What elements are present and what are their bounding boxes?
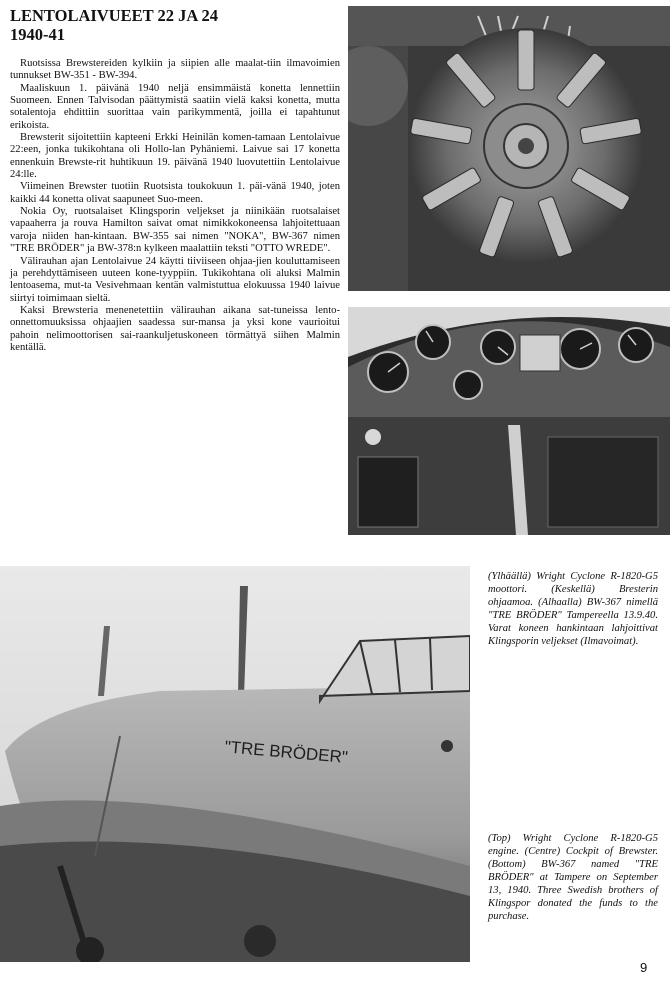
caption-english: (Top) Wright Cyclone R-1820-G5 engine. (Centre) Cockpit of Brewster. (Bottom) BW-367 named "TRE BRÖDER" at Tampere on September 13, 1940. Three Swedish brothers of Klingspor donated the funds to the purchase.: [488, 833, 658, 922]
paragraph: Viimeinen Brewster tuotiin Ruotsista toukokuun 1. päi-vänä 1940, joten kaikki 44 konetta olivat saapuneet Suo-meen.: [10, 181, 340, 205]
paragraph: Kaksi Brewsteria menenetettiin välirauhan aikana sat-tuneissa lento- onnettomuuksissa ohjaajien saadessa sur-mansa ja yksi kone vaurioitui pahoin nelimoottorisen sai-raankuljetuskoneen törmättyä siihen Malmin kentällä.: [10, 304, 340, 353]
paragraph: Brewsterit sijoitettiin kapteeni Erkki Heinilän komen-tamaan Lentolaivue 22:een, jonka tukikohtana oli Hollo-lan Pyhäniemi. Laivue sai 17 konetta ennenkuin Brewste-rit huhtikuun 19. päivänä 1940 luovutettiin Lentolaivue 24:lle.: [10, 132, 340, 181]
paragraph: Ruotsissa Brewstereiden kylkiin ja siipien alle maalat-tiin ilmavoimien tunnukset BW-351 - BW-394.: [10, 58, 340, 82]
article-title: [10, 6, 340, 44]
cockpit-photo: [348, 307, 670, 535]
paragraph: Maaliskuun 1. päivänä 1940 neljä ensimmäistä konetta lennettiin Suomeen. Ennen Talvisodan päättymistä saatiin vielä kaksi konetta, mutta sotalentoja ehdittiin suorittaa vain parikymmentä, joilla ei tapahtunut erikoista.: [10, 82, 340, 131]
engine-photo: [348, 6, 670, 291]
aircraft-photo: [0, 566, 470, 962]
caption-finnish: (Ylhäällä) Wright Cyclone R-1820-G5 moottori. (Keskellä) Bresterin ohjaamoa. (Alhaalla) BW-367 nimellä "TRE BRÖDER" Tampereella 13.9.40. Varat koneen hankintaan lahjoittivat Klingsporin veljekset (Ilmavoimat).: [488, 571, 658, 647]
article-body: [10, 58, 340, 354]
title-line-1: LENTOLAIVUEET 22 JA 24: [10, 6, 218, 25]
page-number: 9: [640, 960, 648, 975]
paragraph: Välirauhan ajan Lentolaivue 24 käytti tiiviiseen ohjaa-jien kouluttamiseen ja perehdyttämiseen uuteen kone-tyyppiin. Tukikohtana oli aluksi Malmin lentoasema, mut-ta Vesivehmaan kentän valmistuttua elokuussa 1940 laivue siirtyi toimimaan sieltä.: [10, 255, 340, 304]
fuselage-lettering: "TRE BRÖDER": [223, 737, 349, 767]
title-line-2: 1940-41: [10, 25, 65, 44]
paragraph: Nokia Oy, ruotsalaiset Klingsporin veljekset ja niinikään ruotsalaiset vapaaherra ja rouva Hamilton saivat omat nimikkokoneensa lahjoitettuaan varoja niiden han-kintaan. BW-355 sai nimen "NOKA", BW-367 nimen "TRE BRÖDER" ja BW-378:n kylkeen maalattiin teksti "OTTO WREDE".: [10, 206, 340, 255]
